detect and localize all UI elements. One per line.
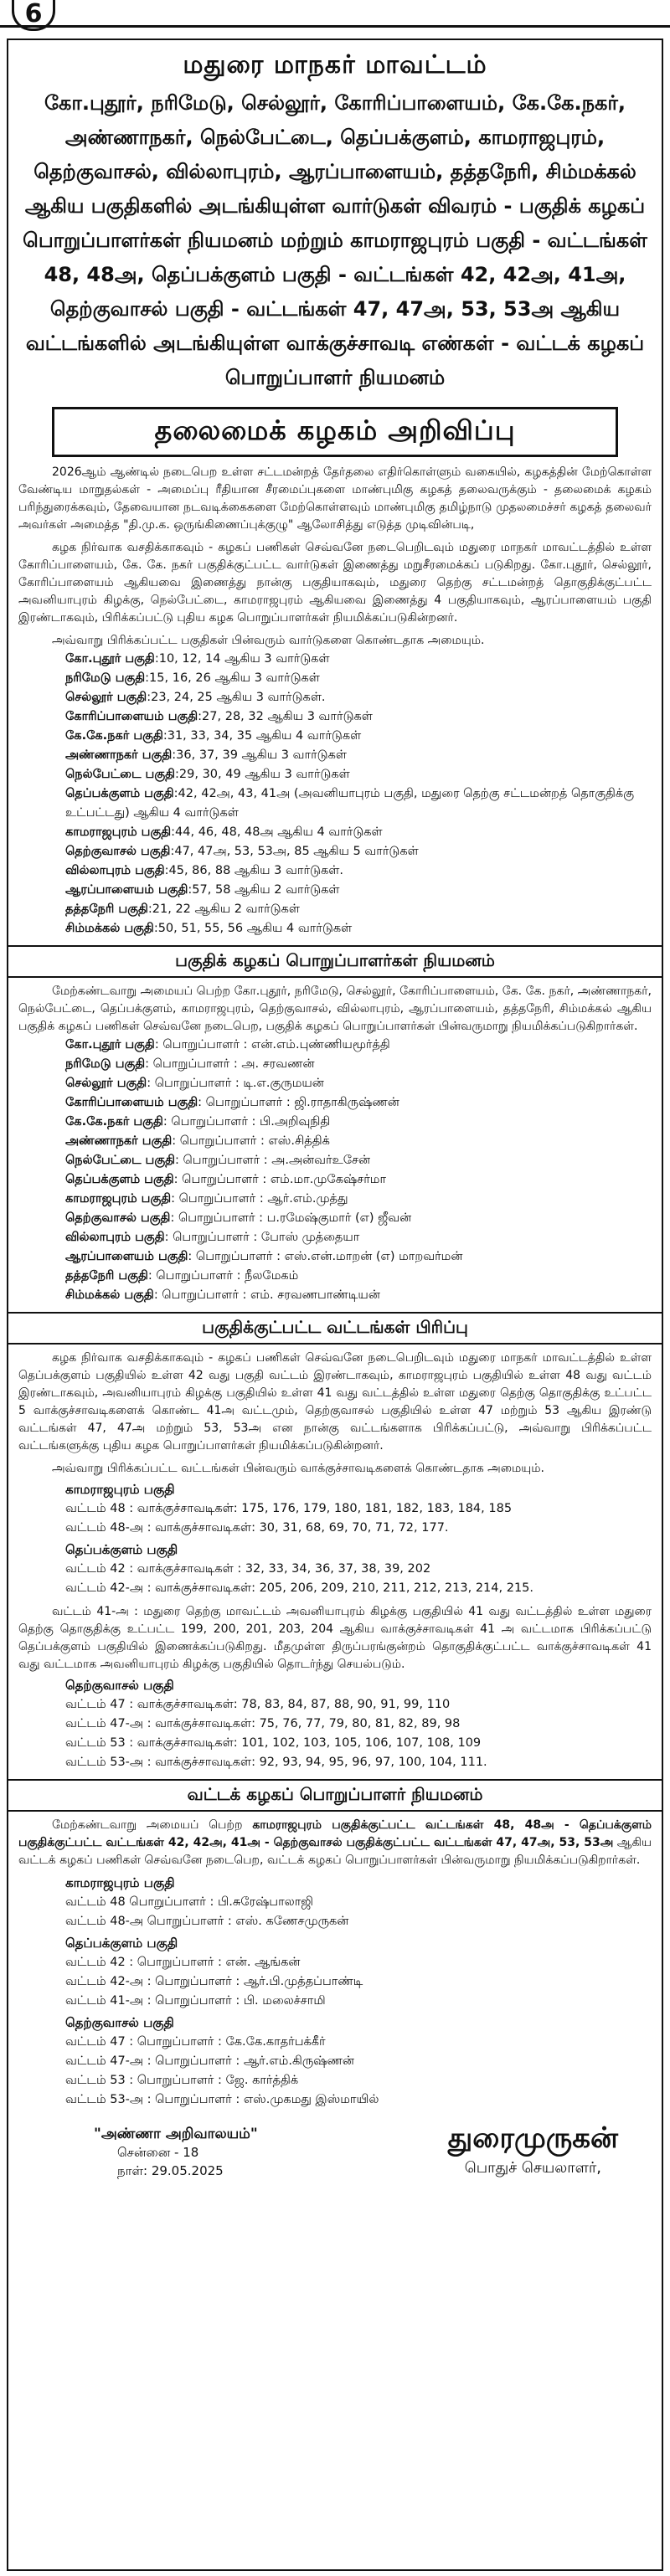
ward-item: காமராஜபுரம் பகுதி:44, 46, 48, 48அ ஆகிய 4 வார்டுகள் [65, 825, 383, 839]
incharge-item: ஆரப்பாளையம் பகுதி: பொறுப்பாளர் : எஸ்.என்.மாறன் (எ) மாறவர்மன் [65, 1250, 463, 1263]
office-city: சென்னை - 18 [117, 2145, 199, 2160]
ward-incharge-line: வட்டம் 41-அ : பொறுப்பாளர் : பி. மலைச்சாமி [65, 1994, 326, 2008]
group-title: தெப்பக்குளம் பகுதி [65, 1542, 178, 1557]
incharge-item: அண்ணாநகர் பகுதி: பொறுப்பாளர் : எஸ்.சித்திக் [65, 1134, 330, 1148]
section-heading-area-incharges: பகுதிக் கழகப் பொறுப்பாளர்கள் நியமனம் [8, 945, 662, 978]
ward-item: ஆரப்பாளையம் பகுதி:57, 58 ஆகிய 2 வார்டுகள் [65, 883, 340, 897]
booth-line: வட்டம் 42 : வாக்குச்சாவடிகள் : 32, 33, 34, 36, 37, 38, 39, 202 [65, 1562, 431, 1576]
booth-line: வட்டம் 47 : வாக்குச்சாவடிகள்: 78, 83, 84, 87, 88, 90, 91, 99, 110 [65, 1698, 451, 1711]
incharge-item: தத்தநேரி பகுதி: பொறுப்பாளர் : நீலமேகம் [65, 1269, 299, 1283]
booth-line: வட்டம் 53-அ : வாக்குச்சாவடிகள்: 92, 93, 94, 95, 96, 97, 100, 104, 111. [65, 1756, 487, 1769]
ward-item: தத்தநேரி பகுதி:21, 22 ஆகிய 2 வார்டுகள் [65, 902, 300, 916]
section2-note: அவ்வாறு பிரிக்கப்பட்ட வட்டங்கள் பின்வரும் வாக்குச்சாவடிகளைக் கொண்டதாக அமையும். [52, 1462, 544, 1475]
incharge-item: சிம்மக்கல் பகுதி: பொறுப்பாளர் : எம். சரவணபாண்டியன் [65, 1288, 380, 1302]
incharge-item: கே.கே.நகர் பகுதி: பொறுப்பாளர் : பி.அறிவுநிதி [65, 1115, 331, 1129]
signatory [448, 2118, 618, 2178]
section3-intro: மேற்கண்டவாறு அமையப் பெற்ற காமராஜபுரம் பகுதிக்குட்பட்ட வட்டங்கள் 48, 48அ - தெப்பக்குளம் பகுதிக்குட்பட்ட வட்டங்கள் 42, 42அ, 41அ - தெற்குவாசல் பகுதிக்குட்பட்ட வட்டங்கள் 47, 47அ, 53, 53அ ஆகிய வட்டக் கழகப் பணிகள் செவ்வனே நடைபெற, வட்டக் கழகப் பொறுப்பாளர்கள் பின்வருமாறு நியமிக்கப்படுகிறார்கள். [18, 1818, 652, 1867]
group-title: காமராஜபுரம் பகுதி [65, 1875, 175, 1890]
district-heading: மதுரை மாநகர் மாவட்டம் [183, 50, 487, 80]
section1-intro: மேற்கண்டவாறு அமையப் பெற்ற கோ.புதூர், நரிமேடு, செல்லூர், கோரிப்பாளையம், கே. கே. நகர், அண்ணாநகர், நெல்பேட்டை, தெப்பக்குளம், காமராஜபுரம், தெற்குவாசல், வில்லாபுரம், ஆரப்பாளையம், தத்தநேரி, சிம்மக்கல் ஆகிய பகுதிக் கழகப் பணிகள் செவ்வனே நடைபெற, பகுதிக் கழகப் பொறுப்பாளர்கள் பின்வருமாறு நியமிக்கப்படுகிறார்கள். [18, 985, 652, 1033]
top-rule [0, 25, 670, 28]
intro-paragraph-1: 2026ஆம் ஆண்டில் நடைபெற உள்ள சட்டமன்றத் தேர்தலை எதிர்கொள்ளும் வகையில், கழகத்தின் மேற்கொள்ள வேண்டிய மாறுதல்கள் - அமைப்பு ரீதியான சீரமைப்புகளை மாண்புமிகு கழகத் தலைவருக்கும் - தலைமைக் கழகம் பரிந்துரைக்கவும், தேவையான நடவடிக்கைகளை மேற்கொள்ளவும் மாண்புமிகு தமிழ்நாடு முதலமைச்சர் கழகத் தலைவர் அவர்கள் அமைத்த "தி.மு.க. ஒருங்கிணைப்புக்குழு" ஆலோசித்து எடுத்த முடிவின்படி, [18, 465, 652, 532]
office-address [94, 2125, 258, 2180]
group-title: தெற்குவாசல் பகுதி [65, 2015, 174, 2030]
ward-item: தெற்குவாசல் பகுதி:47, 47அ, 53, 53அ, 85 ஆகிய 5 வார்டுகள் [65, 845, 419, 858]
incharge-item: நெல்பேட்டை பகுதி: பொறுப்பாளர் : அ.அன்வர்உசேன் [65, 1154, 371, 1167]
intro-paragraph-2: கழக நிர்வாக வசதிக்காகவும் - கழகப் பணிகள் செவ்வனே நடைபெறிடவும் மதுரை மாநகர் மாவட்டத்தில் உள்ள கோரிப்பாளையம், கே. கே. நகர் பகுதிக்குட்பட்ட வார்டுகள் இணைத்து மறுசீரமைக்கப் படுகிறது. கோ.புதூர், செல்லூர், கோரிப்பாளையம் ஆகியவை இணைத்து நான்கு பகுதியாகவும், மதுரை தெற்கு சட்டமன்றத் தொகுதிக்குட்பட்ட அவனியாபுரம் கிழக்கு, நெல்பேட்டை, காமராஜபுரம் ஆகியவை இணைத்து 4 பகுதியாகவும், ஆரப்பாளையம் பகுதி இரண்டாகவும், பிரிக்கப்பட்டு புதிய கழக பொறுப்பாளர்கள் நியமிக்கப்படுகின்றனர். [18, 541, 652, 625]
signatory-designation: பொதுச் செயலாளர், [464, 2159, 602, 2177]
ward-item: கோ.புதூர் பகுதி:10, 12, 14 ஆகிய 3 வார்டுகள் [65, 652, 330, 666]
notice-frame [7, 39, 663, 2571]
booth-line: வட்டம் 42-அ : வாக்குச்சாவடிகள்: 205, 206, 209, 210, 211, 212, 213, 214, 215. [65, 1581, 534, 1595]
ward-item: செல்லூர் பகுதி:23, 24, 25 ஆகிய 3 வார்டுகள். [65, 691, 326, 704]
notice-title: கோ.புதூர், நரிமேடு, செல்லூர், கோரிப்பாளையம், கே.கே.நகர், அண்ணாநகர், நெல்பேட்டை, தெப்பக்குளம், காமராஜபுரம், தெற்குவாசல், வில்லாபுரம், ஆரப்பாளையம், தத்தநேரி, சிம்மக்கல் ஆகிய பகுதிகளில் அடங்கியுள்ள வார்டுகள் விவரம் - பகுதிக் கழகப் பொறுப்பாளர்கள் நியமனம் மற்றும் காமராஜபுரம் பகுதி - வட்டங்கள் 48, 48அ, தெப்பக்குளம் பகுதி - வட்டங்கள் 42, 42அ, 41அ, தெற்குவாசல் பகுதி - வட்டங்கள் 47, 47அ, 53, 53அ ஆகிய வட்டங்களில் அடங்கியுள்ள வாக்குச்சாவடி எண்கள் - வட்டக் கழகப் பொறுப்பாளர் நியமனம் [23, 91, 647, 389]
ward-41a-note: வட்டம் 41-அ : மதுரை தெற்கு மாவட்டம் அவனியாபுரம் கிழக்கு பகுதியில் 41 வது வட்டத்தில் உள்ள மதுரை தெற்கு தொகுதிக்கு உட்பட்ட 199, 200, 201, 203, 204 ஆகிய வாக்குச்சாவடிகள் 41 அ வட்டமாக பிரிக்கப்பட்டு தெப்பக்குளம் பகுதியில் இணைக்கப்படுகிறது. மீதமுள்ள திருப்பரங்குன்றம் தொகுதிக்குட்பட்ட வாக்குச்சாவடிகள் 41 வது வட்டமாக அவனியாபுரம் கிழக்கு பகுதியில் தொடர்ந்து செயல்படும். [18, 1605, 652, 1671]
section-heading-ward-incharges: வட்டக் கழகப் பொறுப்பாளர் நியமனம் [8, 1779, 662, 1812]
ward-item: நரிமேடு பகுதி:15, 16, 26 ஆகிய 3 வார்டுகள் [65, 671, 320, 685]
ward-incharge-line: வட்டம் 42 : பொறுப்பாளர் : என். ஆங்கன் [65, 1956, 301, 1969]
incharge-item: கோரிப்பாளையம் பகுதி: பொறுப்பாளர் : ஜி.ராதாகிருஷ்ணன் [65, 1096, 399, 1109]
booth-line: வட்டம் 48 : வாக்குச்சாவடிகள்: 175, 176, 179, 180, 181, 182, 183, 184, 185 [65, 1502, 513, 1515]
group-title: காமராஜபுரம் பகுதி [65, 1482, 175, 1497]
ward-item: சிம்மக்கல் பகுதி:50, 51, 55, 56 ஆகிய 4 வார்டுகள் [65, 922, 353, 935]
ward-incharge-line: வட்டம் 48-அ பொறுப்பாளர் : எஸ். கணேசமுருகன் [65, 1915, 349, 1928]
ward-item: அண்ணாநகர் பகுதி:36, 37, 39 ஆகிய 3 வார்டுகள் [65, 748, 347, 762]
ward-incharge-line: வட்டம் 53-அ : பொறுப்பாளர் : எஸ்.முகமது இஸ்மாயில் [65, 2093, 379, 2106]
incharge-item: கோ.புதூர் பகுதி: பொறுப்பாளர் : என்.எம்.புண்ணியமூர்த்தி [65, 1038, 390, 1051]
ward-incharge-line: வட்டம் 47-அ : பொறுப்பாளர் : ஆர்.எம்.கிருஷ்ணன் [65, 2054, 354, 2068]
ward-incharge-line: வட்டம் 47 : பொறுப்பாளர் : கே.கே.காதர்பக்கீர் [65, 2035, 326, 2049]
incharge-item: நரிமேடு பகுதி: பொறுப்பாளர் : அ. சரவணன் [65, 1057, 315, 1071]
announcement-box: தலைமைக் கழகம் அறிவிப்பு [52, 407, 618, 457]
ward-item: நெல்பேட்டை பகுதி:29, 30, 49 ஆகிய 3 வார்டுகள் [65, 768, 350, 781]
signature-block [18, 2118, 652, 2244]
ward-item: கே.கே.நகர் பகுதி:31, 33, 34, 35 ஆகிய 4 வார்டுகள் [65, 729, 362, 743]
ward-item: கோரிப்பாளையம் பகுதி:27, 28, 32 ஆகிய 3 வார்டுகள் [65, 710, 373, 723]
ward-incharge-line: வட்டம் 42-அ : பொறுப்பாளர் : ஆர்.பி.முத்தப்பாண்டி [65, 1975, 363, 1988]
area-incharge-list [18, 1036, 652, 1305]
signatory-name: துரைமுருகன் [447, 2121, 618, 2155]
notice-date: நாள்: 29.05.2025 [117, 2163, 224, 2178]
ward-incharge-line: வட்டம் 53 : பொறுப்பாளர் : ஜே. கார்த்திக் [65, 2074, 299, 2087]
incharge-item: தெப்பக்குளம் பகுதி: பொறுப்பாளர் : எம்.மா.முகேஷ்சர்மா [65, 1173, 387, 1186]
page-number: 6 [12, 0, 55, 31]
group-title: தெப்பக்குளம் பகுதி [65, 1936, 178, 1951]
booth-line: வட்டம் 47-அ : வாக்குச்சாவடிகள்: 75, 76, 77, 79, 80, 81, 82, 89, 98 [65, 1717, 461, 1730]
incharge-item: காமராஜபுரம் பகுதி: பொறுப்பாளர் : ஆர்.எம்.முத்து [65, 1192, 348, 1206]
section-heading-ward-split: பகுதிக்குட்பட்ட வட்டங்கள் பிரிப்பு [8, 1312, 662, 1345]
section2-intro: கழக நிர்வாக வசதிக்காகவும் - கழகப் பணிகள் செவ்வனே நடைபெறிடவும் மதுரை மாநகர் மாவட்டத்தில் உள்ள தெப்பக்குளம் பகுதியில் உள்ள 42 வது பகுதி வட்டம் இரண்டாகவும், காமராஜபுரம் பகுதியில் உள்ள 48 வது வட்டம் இரண்டாகவும், அவனியாபுரம் கிழக்கு பகுதியில் உள்ள 41 வது வட்டத்தில் உள்ள மதுரை தெற்கு தொகுதிக்கு உட்பட்ட 5 வாக்குச்சாவடிகளைக் கொண்ட 41அ வட்டமும், தெற்குவாசல் பகுதியில் உள்ள 47 மற்றும் 53 ஆகிய இரண்டு வட்டங்கள் 47, 47அ மற்றும் 53, 53அ என நான்கு வட்டங்களாக பிரிக்கப்பட்டு, அவ்வாறு பிரிக்கப்பட்ட வட்டங்களுக்கு புதிய கழக பொறுப்பாளர்கள் நியமிக்கப்படுகின்றனர். [18, 1351, 652, 1453]
group-title: தெற்குவாசல் பகுதி [65, 1678, 174, 1693]
incharge-item: தெற்குவாசல் பகுதி: பொறுப்பாளர் : ப.ரமேஷ்குமார் (எ) ஜீவன் [65, 1211, 412, 1225]
ward-item: வில்லாபுரம் பகுதி:45, 86, 88 ஆகிய 3 வார்டுகள். [65, 864, 343, 877]
intro-paragraph-3: அவ்வாறு பிரிக்கப்பட்ட பகுதிகள் பின்வரும் வார்டுகளை கொண்டதாக அமையும். [52, 634, 485, 647]
booth-line: வட்டம் 53 : வாக்குச்சாவடிகள்: 101, 102, 103, 105, 106, 107, 108, 109 [65, 1736, 482, 1750]
booth-line: வட்டம் 48-அ : வாக்குச்சாவடிகள்: 30, 31, 68, 69, 70, 71, 72, 177. [65, 1521, 449, 1535]
ward-incharge-line: வட்டம் 48 பொறுப்பாளர் : பி.சுரேஷ்பாலாஜி [65, 1895, 314, 1909]
ward-list [18, 650, 652, 938]
incharge-item: செல்லூர் பகுதி: பொறுப்பாளர் : டி.எ.குருமயன் [65, 1077, 324, 1090]
ward-item: தெப்பக்குளம் பகுதி:42, 42அ, 43, 41அ (அவனியாபுரம் பகுதி, மதுரை தெற்கு சட்டமன்றத் தொகுதிக்கு உட்பட்டது) ஆகிய 4 வார்டுகள் [65, 787, 635, 820]
office-name: "அண்ணா அறிவாலயம்" [94, 2126, 258, 2142]
incharge-item: வில்லாபுரம் பகுதி: பொறுப்பாளர் : போஸ் முத்தையா [65, 1231, 360, 1244]
